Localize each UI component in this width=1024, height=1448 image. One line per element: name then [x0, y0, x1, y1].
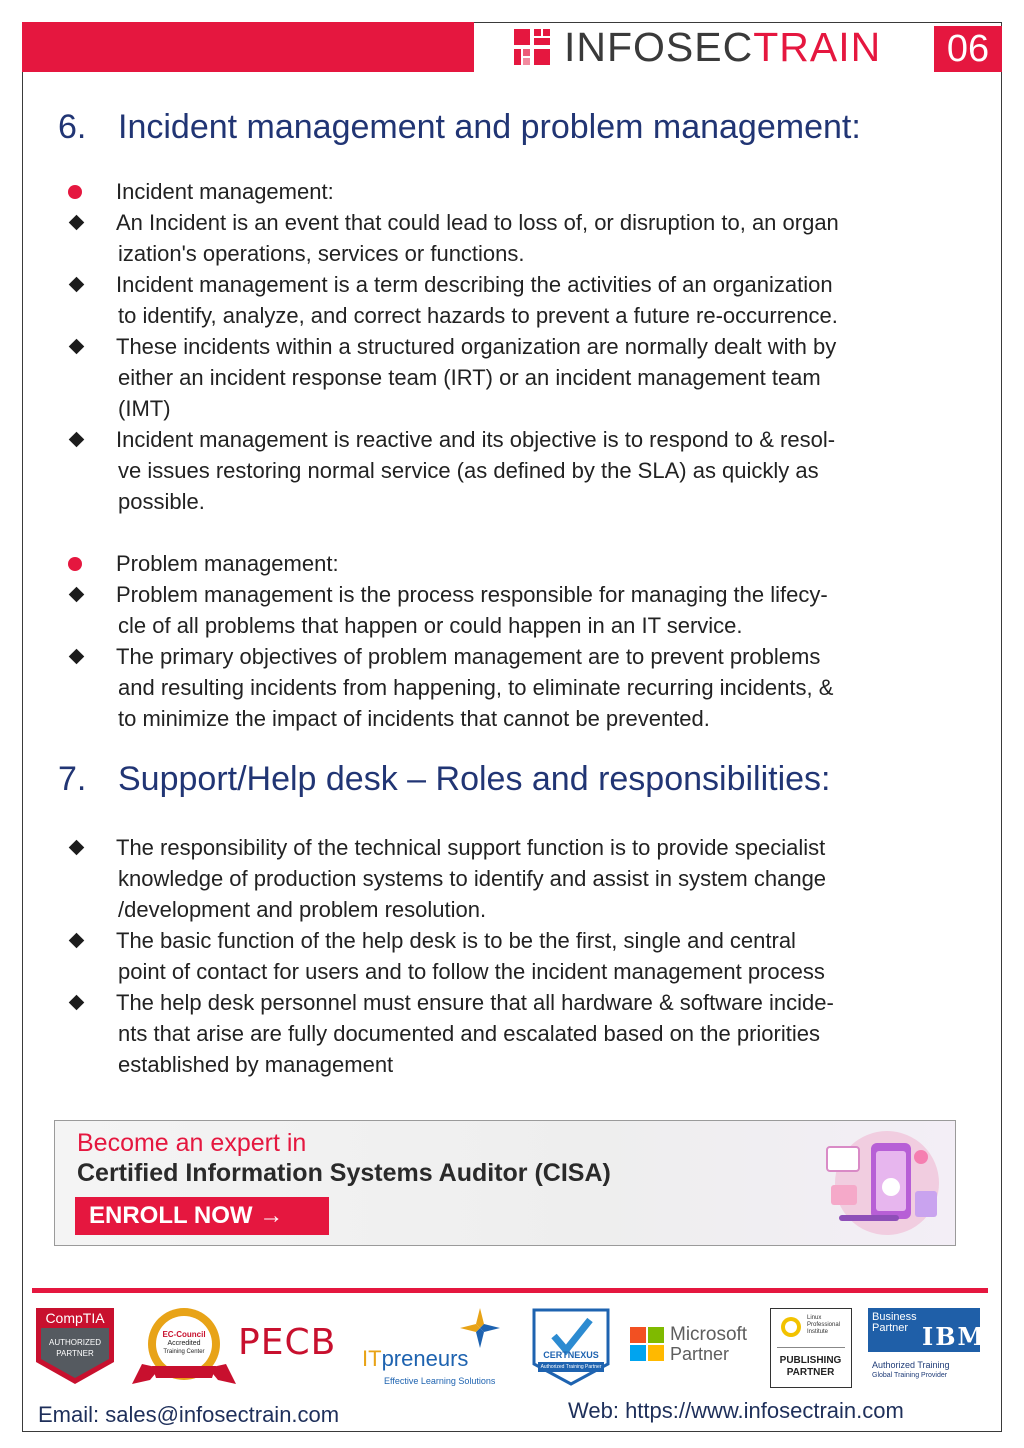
section-7-title: Support/Help desk – Roles and responsibilities:: [118, 760, 831, 798]
diamond-bullet-icon: [68, 995, 84, 1011]
brand-name-part1: INFOSEC: [564, 23, 754, 70]
list-item: The help desk personnel must ensure that all hardware & software incide-: [52, 987, 972, 1018]
diamond-bullet-icon: [68, 215, 84, 231]
list-item: An Incident is an event that could lead to loss of, or disruption to, an organ: [52, 207, 972, 238]
itpreneurs-logo: ITpreneurs Effective Learning Solutions: [362, 1306, 522, 1390]
brand-name: [564, 24, 881, 71]
incident-management-block: Incident management: An Incident is an event that could lead to loss of, or disruption to, an organ ization's operations, services or functions. Incident management is a term describing the activities of an organization to identify, analyze, and correct hazards to prevent a future re-occurrence. These incidents within a structured organization are normally dealt with by either an incident response team (IRT) or an incident management team (IMT) Incident management is reactive and its objective is to respond to & resol- ve issues restoring normal service (as defined by the SLA) as quickly as possible.: [52, 176, 972, 517]
diamond-bullet-icon: [68, 649, 84, 665]
contact-email[interactable]: Email: sales@infosectrain.com: [38, 1402, 340, 1427]
itpreneurs-star-icon: [458, 1306, 502, 1350]
list-item: The responsibility of the technical support function is to provide specialist: [52, 832, 972, 863]
list-item: Problem management is the process responsible for managing the lifecy-: [52, 579, 972, 610]
microsoft-squares-icon: [630, 1327, 664, 1361]
cisa-promo-banner[interactable]: [54, 1120, 956, 1246]
learning-illustration-icon: [805, 1127, 945, 1239]
brand-mark-icon: [514, 29, 550, 65]
problem-heading: Problem management:: [116, 551, 339, 576]
banner-line-1: Become an expert in: [77, 1129, 307, 1157]
diamond-bullet-icon: [68, 277, 84, 293]
list-item: Incident management is reactive and its objective is to respond to & resol-: [52, 424, 972, 455]
section-7-number: 7.: [58, 760, 87, 798]
list-item: Incident management is a term describing the activities of an organization: [52, 269, 972, 300]
footer-rule: [32, 1288, 988, 1293]
section-6-title: Incident management and problem management:: [118, 108, 861, 146]
brand-logo: [514, 23, 882, 70]
section-7-heading: [58, 760, 831, 799]
ibm-business-partner-logo: Business Partner IBM Authorized Training Global Training Provider: [868, 1308, 984, 1388]
section-6-number: 6.: [58, 108, 87, 146]
red-dot-icon: [68, 557, 82, 571]
brand-name-part2: TRAIN: [753, 23, 882, 70]
header-red-bar: [22, 22, 474, 72]
pecb-logo: PECB: [238, 1322, 337, 1363]
red-dot-icon: [68, 185, 82, 199]
website-link[interactable]: Web: https://www.infosectrain.com: [568, 1398, 904, 1423]
diamond-bullet-icon: [68, 587, 84, 603]
certnexus-logo: CERTNEXUS Authorized Training Partner: [530, 1306, 612, 1388]
section-6-heading: [58, 108, 861, 147]
diamond-bullet-icon: [68, 933, 84, 949]
list-item: The primary objectives of problem management are to prevent problems: [52, 641, 972, 672]
enroll-now-button[interactable]: ENROLL NOW →: [75, 1197, 329, 1235]
lpi-publishing-partner-logo: Linux Professional Institute PUBLISHING PARTNER: [770, 1308, 852, 1388]
help-desk-block: The responsibility of the technical support function is to provide specialist knowledge of production systems to identify and assist in system change /development and problem resolution. The basic function of the help desk is to be the first, single and central point of contact for users and to follow the incident management process The help desk personnel must ensure that all hardware & software incide- nts that arise are fully documented and escalated based on the priorities established by management: [52, 832, 972, 1080]
list-item: These incidents within a structured organization are normally dealt with by: [52, 331, 972, 362]
lpi-icon: [779, 1315, 803, 1339]
diamond-bullet-icon: [68, 840, 84, 856]
microsoft-partner-logo: Microsoft Partner: [630, 1324, 758, 1368]
problem-management-block: Problem management: Problem management is the process responsible for managing the lifecy- cle of all problems that happen or could happen in an IT service. The primary objectives of problem management are to prevent problems and resulting incidents from happening, to eliminate recurring incidents, & to minimize the impact of incidents that cannot be prevented.: [52, 548, 972, 734]
list-item: The basic function of the help desk is to be the first, single and central: [52, 925, 972, 956]
partner-logos: [32, 1302, 988, 1392]
diamond-bullet-icon: [68, 432, 84, 448]
banner-line-2: Certified Information Systems Auditor (CISA): [77, 1159, 611, 1187]
comptia-logo: CompTIA AUTHORIZED PARTNER: [34, 1306, 116, 1386]
diamond-bullet-icon: [68, 339, 84, 355]
page-number: 06: [934, 26, 1002, 72]
ec-council-logo: EC-Council Accredited Training Center: [132, 1306, 236, 1390]
incident-heading: Incident management:: [116, 179, 334, 204]
